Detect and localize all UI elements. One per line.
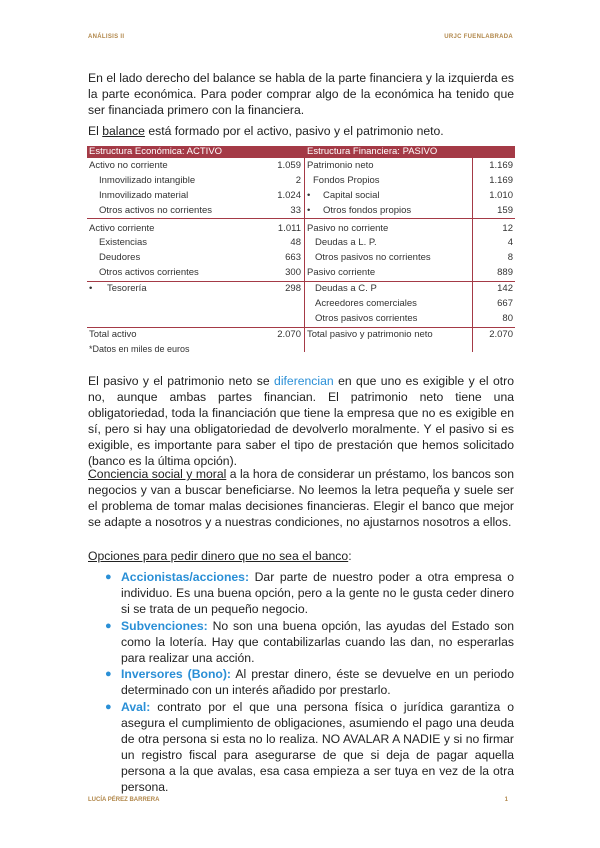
row-value: 1.169 [489,160,513,171]
row-label: Patrimonio neto [307,160,374,171]
list-item [88,700,514,795]
row-label: Otros pasivos no corrientes [315,252,431,263]
balance-row [305,281,515,296]
row-value: 300 [285,267,301,278]
bullet-icon: • [307,190,311,201]
text: en que uno es exigible y el otro no, aunque ambas partes financian. El patrimonio neto tiene una obligatoriedad, toda la financiación que tiene la empresa que no es exigible en sí, pero si hay una obligatoriedad de devolverlo moralmente. Y el pasivo si es exigible, es importante para saber el tipo de prestación que hemos solicitado (banco es la última opción). [88,374,514,468]
balance-row [305,203,515,218]
row-label: Total pasivo y patrimonio neto [307,329,433,340]
row-label: Otros activos corrientes [99,267,199,278]
balance-row [87,188,303,203]
balance-row [305,265,515,280]
bullet-icon: ● [105,668,112,681]
balance-link[interactable]: balance [102,124,145,138]
bullet-icon: • [307,205,311,216]
row-label: Tesorería [107,283,147,294]
row-value: 1.024 [277,190,301,201]
row-value: 667 [497,298,513,309]
balance-row [305,311,515,326]
footer-author: LUCÍA PÉREZ BARRERA [88,797,160,803]
pasivo-paragraph [88,373,514,469]
text: El [88,124,103,138]
bullet-icon: • [89,283,93,294]
row-value: 663 [285,252,301,263]
row-label: Inmovilizado material [99,190,189,201]
balance-row [87,158,303,173]
balance-row [305,173,515,188]
bullet-icon: ● [105,571,112,583]
row-value: 2 [295,175,301,186]
page-number: 1 [504,797,508,803]
row-value: 12 [502,223,513,234]
balance-row [87,203,303,218]
bullet-icon: ● [105,701,112,714]
row-label: Otros activos no corrientes [99,205,212,216]
row-label: Pasivo no corriente [307,223,389,234]
header-university: URJC FUENLABRADA [444,34,513,40]
balance-table [87,146,515,354]
row-value: 1.010 [489,190,513,201]
column-divider [304,158,305,352]
row-value: 2.070 [277,329,301,340]
balance-row [87,221,303,236]
header-course: ANÁLISIS II [88,34,125,40]
balance-row [305,250,515,265]
row-value: 2.070 [489,329,513,340]
list-item [88,570,514,618]
row-label: Otros fondos propios [323,205,412,216]
total-pasivo-row [305,327,515,342]
row-value: 4 [507,237,513,248]
row-label: Otros pasivos corrientes [315,313,418,324]
balance-header-row [87,146,515,158]
balance-row [305,158,515,173]
row-label: Activo no corriente [89,160,168,171]
balance-row [87,265,303,280]
row-label: Deudas a L. P. [315,237,377,248]
option-text: contrato por el que una persona física o jurídica garantiza o asegura el cumplimiento de obligaciones, asumiendo el pago una deuda de otra persona si esta no lo realiza. NO AVALAR A NADIE y si no firmar un registro fiscal para asegurarse de que si deja de pagar aquella persona a la que avalas, esa casa empieza a ser tuya en vez de la otra persona. [121,700,514,794]
row-value: 8 [507,252,513,263]
row-value: 33 [290,205,301,216]
balance-row [87,173,303,188]
row-label: Inmovilizado intangible [99,175,196,186]
text: a la hora de considerar un préstamo, los bancos son negocios y van a buscar beneficiarse. No leemos la letra pequeña y suele ser el problema de tomar malas decisiones financieras. Elegir el banco que mejor se adapte a nosotros y a nuestras condiciones, no ajustarnos nosotros a ellos. [88,467,514,529]
conciencia-paragraph [88,466,514,530]
row-label: Existencias [99,237,148,248]
balance-row [305,221,515,236]
pasivo-header: Estructura Financiera: PASIVO [307,146,438,157]
text: El pasivo y el patrimonio neto se [88,374,275,388]
divider [87,218,515,219]
row-label: Deudores [99,252,141,263]
balance-row [305,296,515,311]
options-title-text: Opciones para pedir dinero que no sea el banco [88,549,349,563]
option-term: Accionistas/acciones: [121,570,250,584]
row-label: Total activo [89,329,137,340]
divider [87,327,515,328]
balance-intro [88,123,514,139]
options-list [88,570,514,797]
row-label: Activo corriente [89,223,155,234]
row-label: Deudas a C. P [315,283,377,294]
column-divider [472,158,473,352]
row-label: Capital social [323,190,380,201]
divider [87,281,515,282]
intro-paragraph: En el lado derecho del balance se habla de la parte financiera y la izquierda es la parte económica. Para poder comprar algo de la económica ha tenido que ser financiada primero con la financiera. [88,71,514,117]
balance-row [87,250,303,265]
text: está formado por el activo, pasivo y el patrimonio neto. [144,124,444,138]
row-label: Fondos Propios [313,175,380,186]
note-text: *Datos en miles de euros [89,344,190,354]
balance-row [305,235,515,250]
option-text: No son una buena opción, las ayudas del Estado son como la lotería. Hay que contabilizarlas cuando las dan, no esperarlas para realizar una acción. [121,618,514,665]
balance-row [305,188,515,203]
row-value: 80 [502,313,513,324]
row-label: Acreedores comerciales [315,298,417,309]
row-label: Pasivo corriente [307,267,376,278]
option-term: Aval: [121,700,151,715]
list-item [88,619,514,667]
row-value: 298 [285,283,301,294]
option-term: Inversores (Bono): [121,667,231,682]
option-term: Subvenciones: [121,618,208,633]
total-activo-row [87,327,303,342]
option-text: Dar parte de nuestro poder a otra empresa o individuo. Es una buena opción, pero a la gente no le gusta ceder dinero si se trata de un pequeño negocio. [121,570,514,616]
row-value: 142 [497,283,513,294]
bullet-icon: ● [105,619,112,632]
row-value: 48 [290,237,301,248]
row-value: 1.011 [277,223,301,234]
balance-row [87,235,303,250]
colon: : [348,549,352,563]
row-value: 159 [497,205,513,216]
option-text: Al prestar dinero, éste se devuelve en un periodo determinado con un interés añadido por prestarlo. [121,667,514,698]
row-value: 889 [497,267,513,278]
diferencian-link[interactable]: diferencian [274,374,334,388]
options-title [88,548,514,564]
balance-row [87,281,303,296]
row-value: 1.059 [277,160,301,171]
underlined-term: Conciencia social y moral [88,467,227,481]
row-value: 1.169 [489,175,513,186]
balance-note [87,342,303,357]
activo-header: Estructura Económica: ACTIVO [89,146,223,157]
list-item [88,667,514,699]
